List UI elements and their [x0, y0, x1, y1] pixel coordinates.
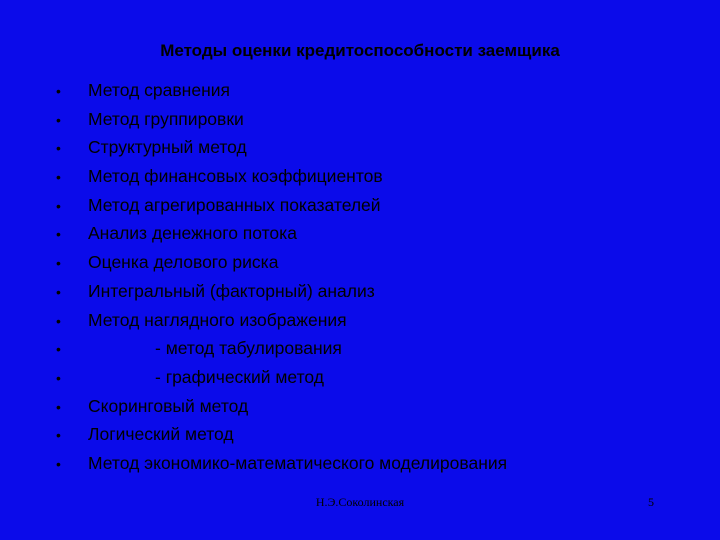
- list-item: [56, 133, 507, 162]
- list-item: [56, 392, 507, 421]
- footer-author: Н.Э.Соколинская: [315, 495, 405, 509]
- list-item-text: Структурный метод: [88, 137, 247, 158]
- list-item: [56, 162, 507, 191]
- list-item-text: Анализ денежного потока: [88, 223, 297, 244]
- slide-title: Методы оценки кредитоспособности заемщика: [160, 41, 560, 60]
- list-item: [56, 306, 507, 335]
- list-item-text: Метод финансовых коэффициентов: [88, 166, 383, 187]
- bullet-icon: •: [56, 455, 61, 472]
- bullet-icon: •: [56, 197, 61, 214]
- bullet-icon: •: [56, 283, 61, 300]
- bullet-icon: •: [56, 226, 61, 243]
- bullet-icon: •: [56, 427, 61, 444]
- list-item-sub: [56, 334, 507, 363]
- bullet-icon: •: [56, 255, 61, 272]
- list-item: [56, 277, 507, 306]
- list-item: [56, 191, 507, 220]
- list-item: [56, 105, 507, 134]
- bullet-icon: •: [56, 398, 61, 415]
- list-item: [56, 449, 507, 478]
- list-item-text: Оценка делового риска: [88, 252, 279, 273]
- list-item: [56, 76, 507, 105]
- list-item-text: Метод группировки: [88, 108, 244, 129]
- list-item-text: Скоринговый метод: [88, 395, 249, 416]
- list-item-text: - метод табулирования: [155, 338, 342, 359]
- bullet-icon: •: [56, 341, 61, 358]
- list-item-text: Интегральный (факторный) анализ: [88, 280, 375, 301]
- list-item: [56, 420, 507, 449]
- page-number: 5: [648, 495, 654, 509]
- bullet-icon: •: [56, 83, 61, 99]
- list-item-text: Метод агрегированных показателей: [88, 194, 381, 215]
- list-item-text: - графический метод: [155, 366, 324, 387]
- bullet-list: [56, 76, 507, 478]
- list-item-text: Метод наглядного изображения: [88, 309, 347, 330]
- bullet-icon: •: [56, 140, 61, 157]
- list-item-text: Метод экономико-математического моделирования: [88, 452, 508, 473]
- list-item-sub: [56, 363, 507, 392]
- bullet-icon: •: [56, 111, 61, 128]
- list-item-text: Метод сравнения: [88, 80, 230, 100]
- list-item: [56, 219, 507, 248]
- bullet-icon: •: [56, 169, 61, 186]
- list-item-text: Логический метод: [88, 424, 234, 445]
- list-item: [56, 248, 507, 277]
- bullet-icon: •: [56, 369, 61, 386]
- bullet-icon: •: [56, 312, 61, 329]
